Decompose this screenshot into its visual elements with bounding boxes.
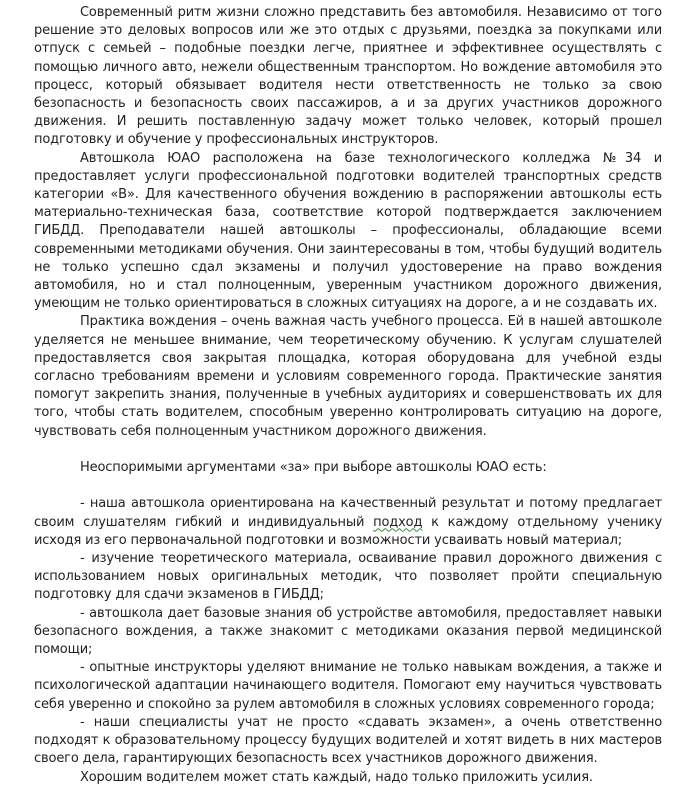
argument-text: к каждому отдельному ученику исходя из его первоначальной подготовки и возможности усваивать новый материал;	[34, 514, 662, 548]
argument-item	[34, 495, 662, 550]
paragraph-practice: Практика вождения – очень важная часть учебного процесса. Ей в нашей автошколе уделяется не меньшее внимание, чем теоретическому обучению. К услугам слушателей предоставляется своя закрытая площадка, которая оборудована для учебной езды согласно требованиям времени и условиям современного города. Практические занятия помогут закрепить знания, полученные в учебных аудиториях и совершенствовать их для того, чтобы стать водителем, способным уверенно контролировать ситуацию на дороге, чувствовать себя полноценным участником дорожного движения.	[34, 314, 662, 439]
blank-line	[34, 441, 662, 459]
blank-line	[34, 477, 662, 495]
closing-line: Хорошим водителем может стать каждый, надо только приложить усилия.	[80, 769, 593, 785]
document-body	[34, 4, 662, 787]
argument-item: - опытные инструкторы уделяют внимание не только навыкам вождения, а также и психологической адаптации начинающего водителя. Помогают ему научиться чувствовать себя уверенно и спокойно за рулем автомобиля в сложных условиях современного города;	[34, 660, 662, 712]
argument-item: - автошкола дает базовые знания об устройстве автомобиля, предоставляет навыки безопасного вождения, а также знакомит с методиками оказания первой медицинской помощи;	[34, 605, 662, 658]
argument-text: - наша автошкола ориентирована на качественный результат и потому предлагает своим слушателям гибкий и индивидуальный	[34, 496, 662, 530]
paragraph-intro: Современный ритм жизни сложно представить без автомобиля. Независимо от того решение это деловых вопросов или же это отдых с друзьями, поездка за покупками или отпуск с семьей – подобные поездки легче, приятнее и эффективнее осуществлять с помощью личного авто, нежели общественным транспортом. Но вождение автомобиля это процесс, который обязывает водителя нести ответственность не только за свою безопасность и безопасность своих пассажиров, а и за других участников дорожного движения. И решить поставленную задачу может только человек, который прошел подготовку и обучение у профессиональных инструкторов.	[34, 5, 662, 148]
paragraph-school: Автошкола ЮАО расположена на базе технологического колледжа №34 и предоставляет услуги профессиональной подготовки водителей транспортных средств категории «В». Для качественного обучения вождению в распоряжении автошколы есть материально-техническая база, соответствие которой подтверждается заключением ГИБДД. Преподаватели нашей автошколы – профессионалы, обладающие всеми современными методиками обучения. Они заинтересованы в том, чтобы будущий водитель не только успешно сдал экзамены и получил удостоверение на право вождения автомобиля, но и стал полноценным, уверенным участником дорожного движения, умеющим не только ориентироваться в сложных ситуациях на дороге, а и не создавать их.	[34, 150, 662, 312]
arguments-heading: Неоспоримыми аргументами «за» при выборе автошколы ЮАО есть:	[80, 460, 547, 476]
spellcheck-flagged-word: подход	[373, 514, 423, 530]
argument-item: - изучение теоретического материала, осваивание правил дорожного движения с использованием новых оригинальных методик, что позволяет пройти специальную подготовку для сдачи экзаменов в ГИБДД;	[34, 551, 662, 603]
argument-item: - наши специалисты учат не просто «сдавать экзамен», а очень ответственно подходят к образовательному процессу будущих водителей и хотят видеть в них мастеров своего дела, гарантирующих безопасность всех участников дорожного движения.	[34, 714, 662, 767]
